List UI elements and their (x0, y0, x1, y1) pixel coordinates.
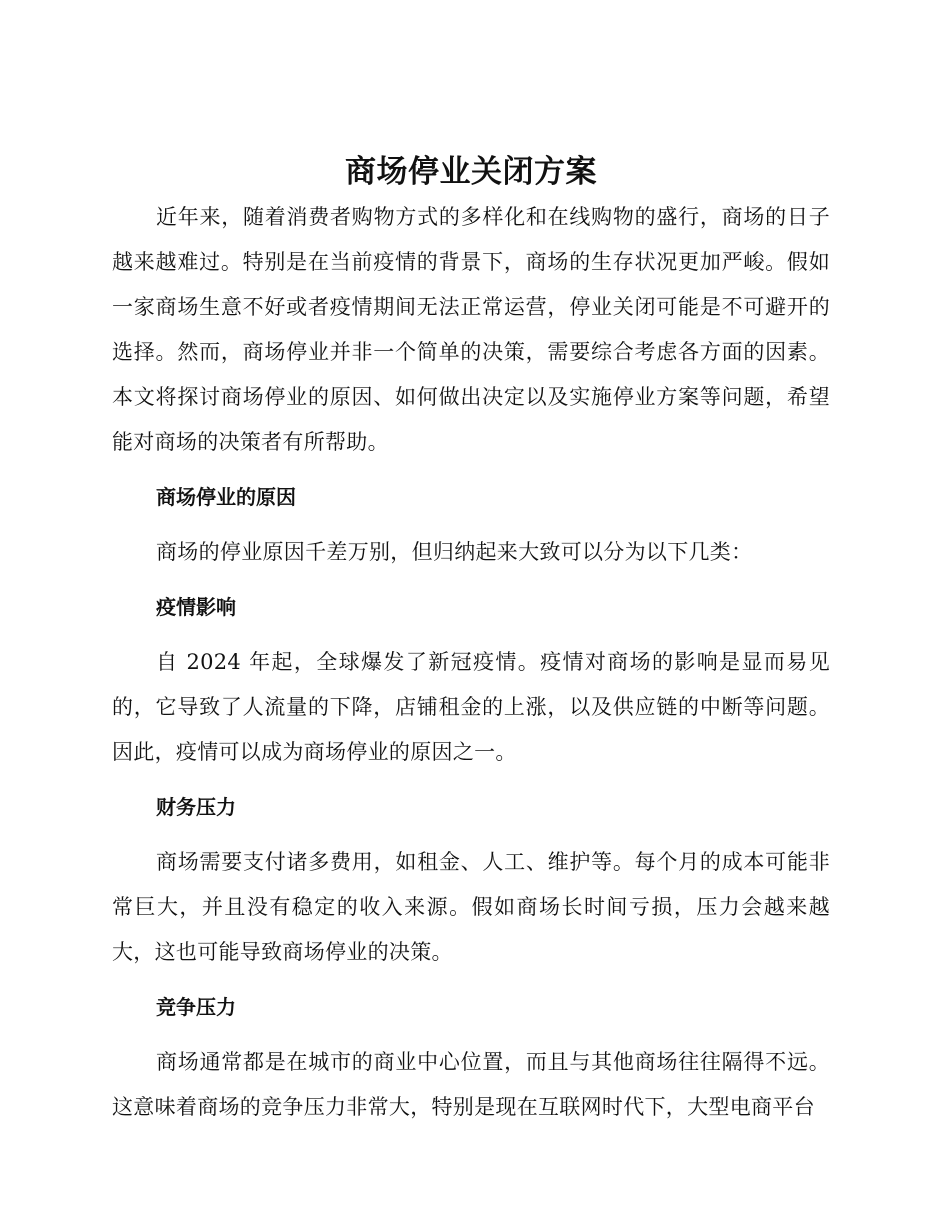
competition-paragraph: 商场通常都是在城市的商业中心位置，而且与其他商场往往隔得不远。这意味着商场的竞争压力非常大，特别是现在互联网时代下，大型电商平台 (112, 1050, 830, 1119)
section-heading-reasons: 商场停业的原因 (156, 485, 296, 509)
subheading-epidemic: 疫情影响 (156, 595, 236, 619)
financial-paragraph: 商场需要支付诸多费用，如租金、人工、维护等。每个月的成本可能非常巨大，并且没有稳定的收入来源。假如商场长时间亏损，压力会越来越大，这也可能导致商场停业的决策。 (112, 850, 830, 964)
subheading-competition: 竞争压力 (156, 995, 236, 1019)
intro-paragraph: 近年来，随着消费者购物方式的多样化和在线购物的盛行，商场的日子越来越难过。特别是在当前疫情的背景下，商场的生存状况更加严峻。假如一家商场生意不好或者疫情期间无法正常运营，停业关闭可能是不可避开的选择。然而，商场停业并非一个简单的决策，需要综合考虑各方面的因素。本文将探讨商场停业的原因、如何做出决定以及实施停业方案等问题，希望能对商场的决策者有所帮助。 (112, 205, 830, 454)
document-page (112, 150, 830, 1140)
epidemic-paragraph: 自 2024 年起，全球爆发了新冠疫情。疫情对商场的影响是显而易见的，它导致了人流量的下降，店铺租金的上涨，以及供应链的中断等问题。因此，疫情可以成为商场停业的原因之一。 (112, 650, 830, 764)
reasons-paragraph: 商场的停业原因千差万别，但归纳起来大致可以分为以下几类： (156, 540, 753, 564)
subheading-financial: 财务压力 (156, 795, 236, 819)
document-title: 商场停业关闭方案 (345, 154, 597, 190)
